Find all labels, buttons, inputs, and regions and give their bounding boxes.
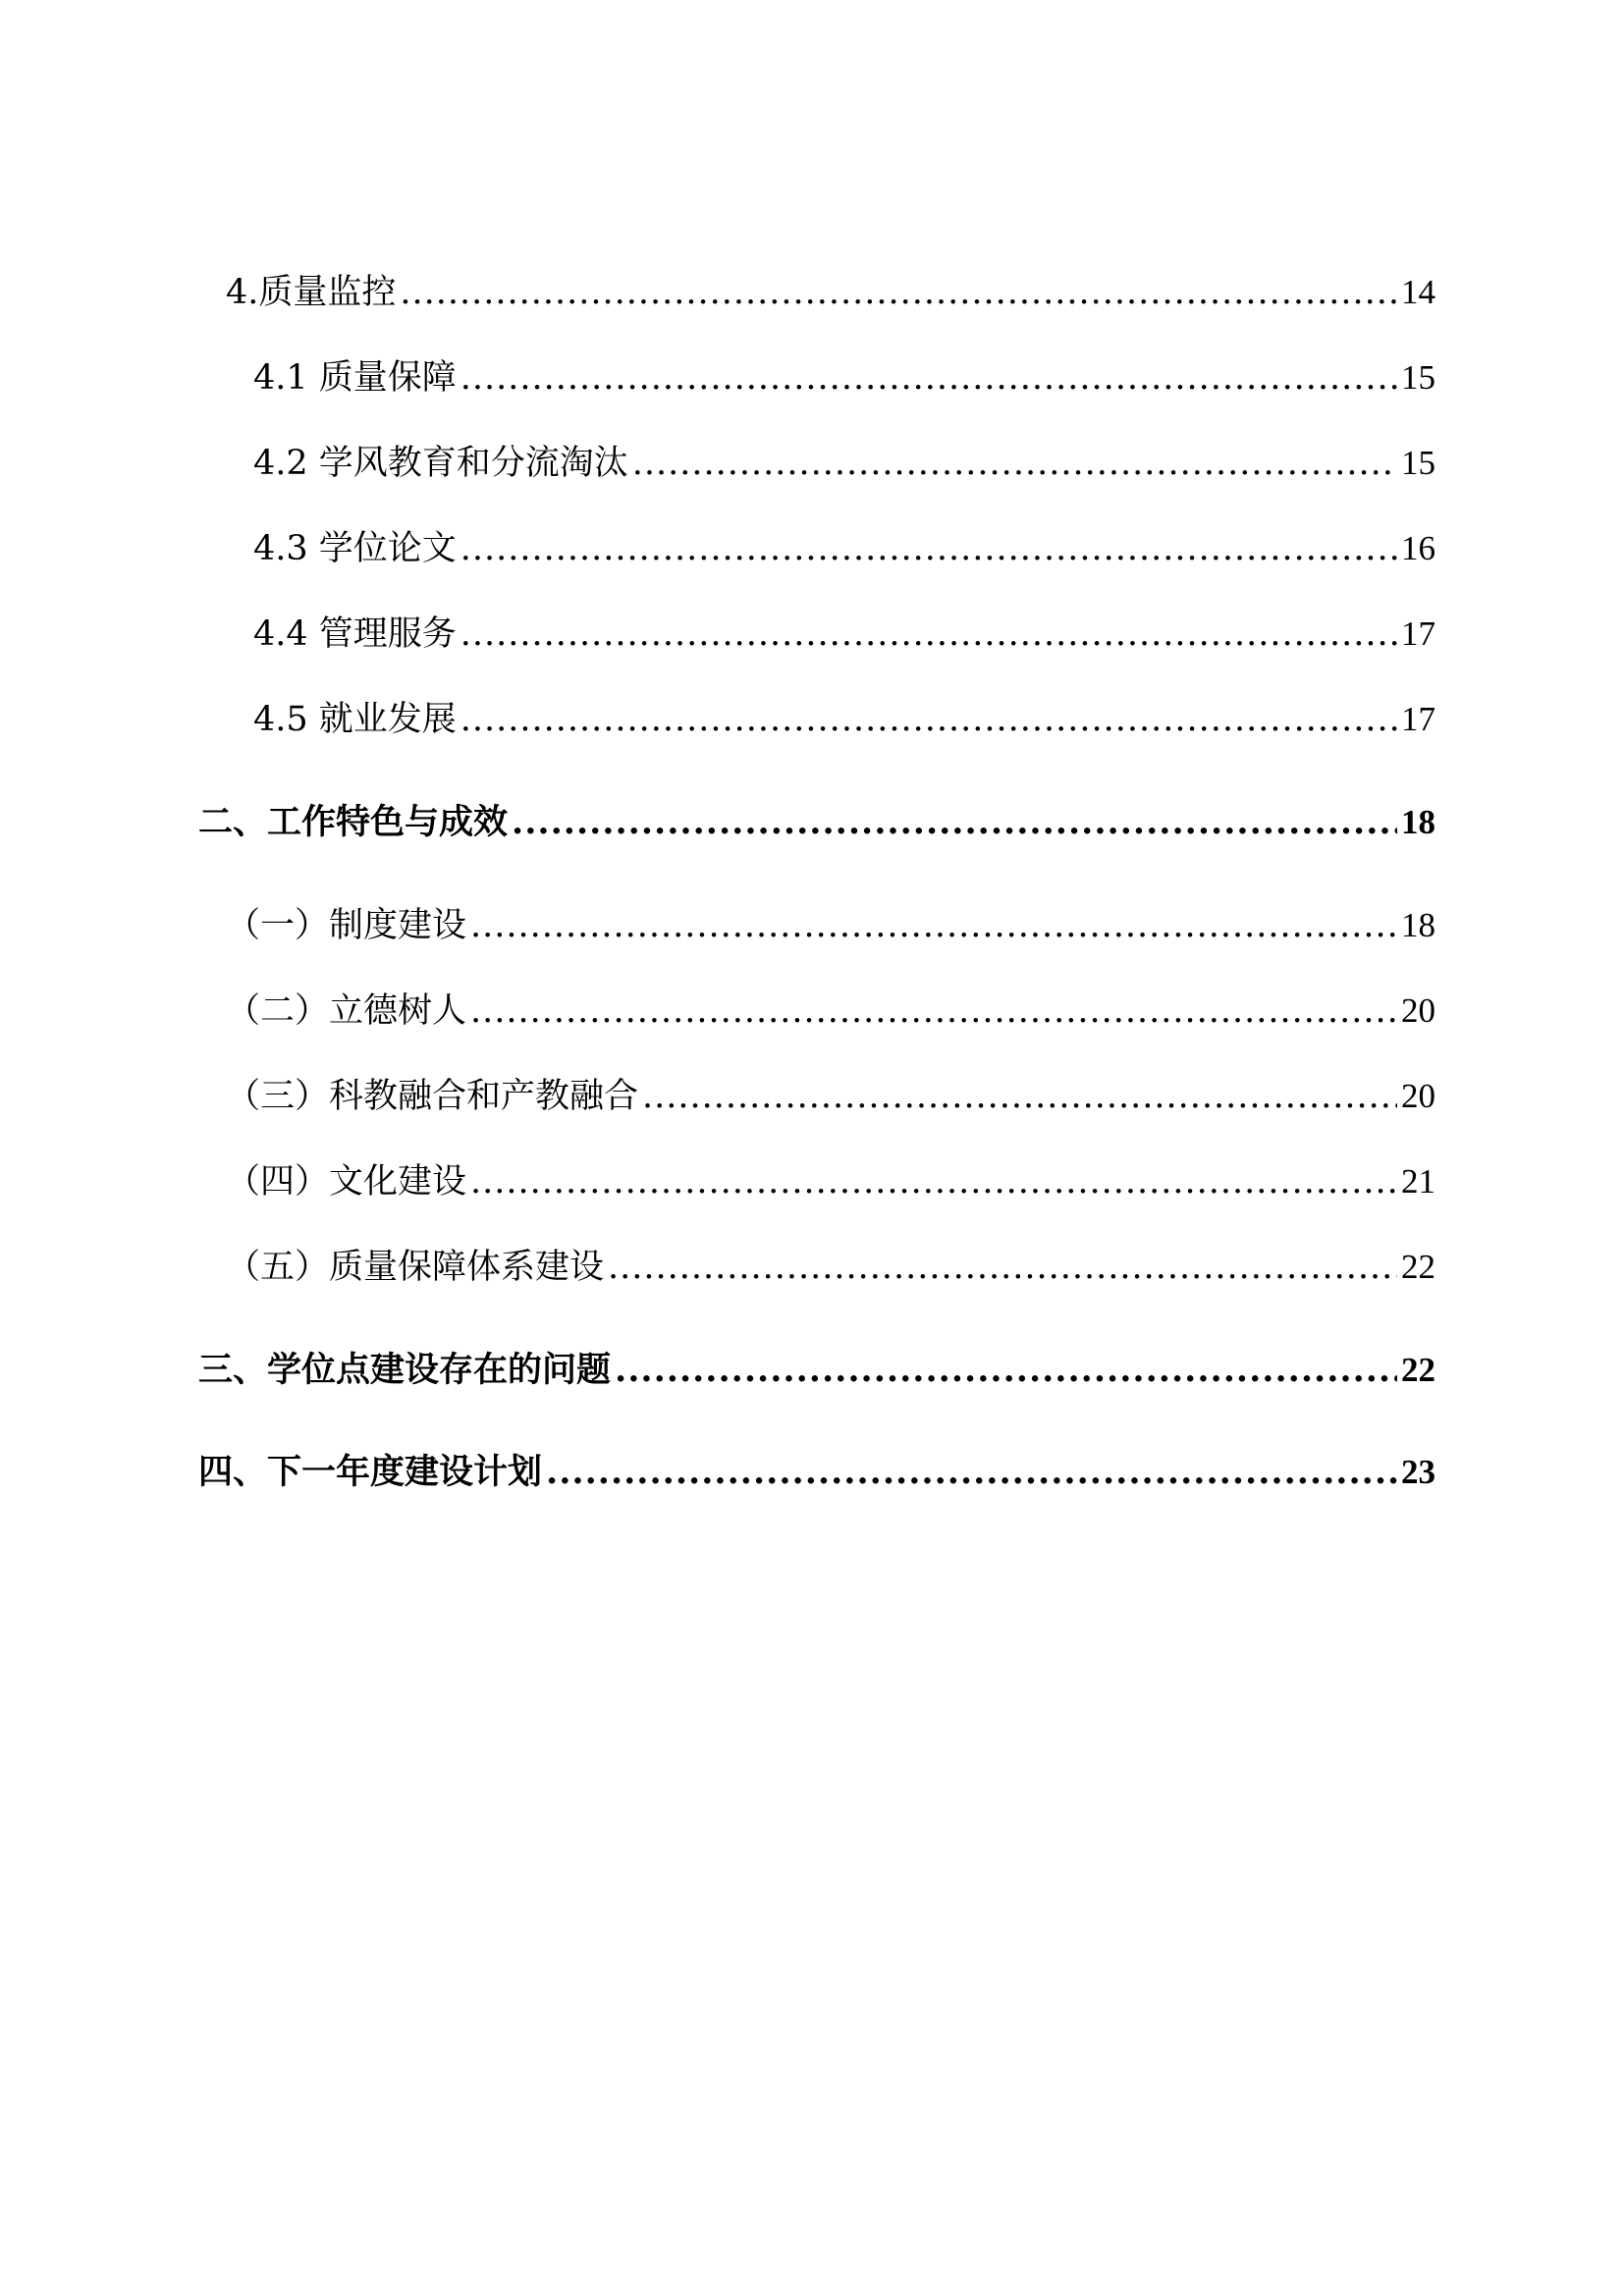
toc-entry-page: 22 (1401, 1351, 1435, 1389)
toc-entry-title: （四）文化建设 (226, 1162, 467, 1201)
toc-entry-title: 4.2 学风教育和分流淘汰 (253, 444, 628, 483)
toc-entry-title: 二、工作特色与成效 (198, 802, 509, 842)
toc-entry-page: 17 (1401, 614, 1435, 653)
toc-dot-leader (470, 906, 1397, 945)
toc-entry-page: 14 (1401, 273, 1435, 311)
toc-dot-leader (546, 1452, 1397, 1492)
toc-entry-page: 15 (1401, 444, 1435, 482)
toc-entry[interactable] (253, 607, 1435, 656)
toc-dot-leader (615, 1350, 1397, 1390)
toc-dot-leader (460, 614, 1397, 654)
toc-dot-leader (642, 1077, 1397, 1116)
toc-entry-title: 四、下一年度建设计划 (198, 1452, 543, 1492)
toc-entry[interactable] (198, 795, 1435, 844)
toc-entry-title: 4.3 学位论文 (253, 529, 457, 568)
toc-entry-page: 18 (1401, 803, 1435, 841)
toc-entry-page: 16 (1401, 529, 1435, 567)
toc-entry-page: 20 (1401, 1077, 1435, 1115)
toc-entry-title: （三）科教融合和产教融合 (226, 1077, 639, 1116)
toc-entry[interactable] (226, 1240, 1435, 1289)
toc-entry-page: 20 (1401, 991, 1435, 1030)
toc-entry-page: 22 (1401, 1248, 1435, 1286)
toc-entry-title: （一）制度建设 (226, 906, 467, 945)
toc-entry-title: 4.4 管理服务 (253, 614, 457, 654)
toc-entry[interactable] (253, 350, 1435, 400)
toc-entry-title: 4.质量监控 (226, 273, 397, 312)
toc-dot-leader (470, 1162, 1397, 1201)
toc-entry[interactable] (226, 1069, 1435, 1118)
toc-entry[interactable] (198, 1343, 1435, 1392)
toc-dot-leader (460, 700, 1397, 739)
toc-dot-leader (460, 529, 1397, 568)
toc-dot-leader (632, 444, 1397, 483)
toc-dot-leader (512, 802, 1397, 842)
toc-entry-title: 4.1 质量保障 (253, 358, 457, 398)
toc-dot-leader (400, 273, 1397, 312)
toc-dot-leader (460, 358, 1397, 398)
toc-entry-title: （五）质量保障体系建设 (226, 1248, 605, 1287)
toc-entry-page: 23 (1401, 1453, 1435, 1491)
toc-entry[interactable] (226, 1154, 1435, 1203)
toc-dot-leader (470, 991, 1397, 1031)
toc-entry[interactable] (198, 1445, 1435, 1494)
toc-entry-page: 15 (1401, 358, 1435, 397)
toc-entry[interactable] (253, 436, 1435, 485)
toc-entry-title: （二）立德树人 (226, 991, 467, 1031)
toc-entry-page: 21 (1401, 1162, 1435, 1201)
toc-entry-page: 18 (1401, 906, 1435, 944)
toc-entry-title: 三、学位点建设存在的问题 (198, 1350, 612, 1390)
toc-entry-title: 4.5 就业发展 (253, 700, 457, 739)
toc-entry[interactable] (226, 265, 1435, 314)
toc-entry[interactable] (226, 898, 1435, 947)
toc-entry-page: 17 (1401, 700, 1435, 738)
toc-entry[interactable] (253, 521, 1435, 570)
toc-entry[interactable] (253, 692, 1435, 741)
toc-dot-leader (608, 1248, 1397, 1287)
toc-entry[interactable] (226, 984, 1435, 1033)
